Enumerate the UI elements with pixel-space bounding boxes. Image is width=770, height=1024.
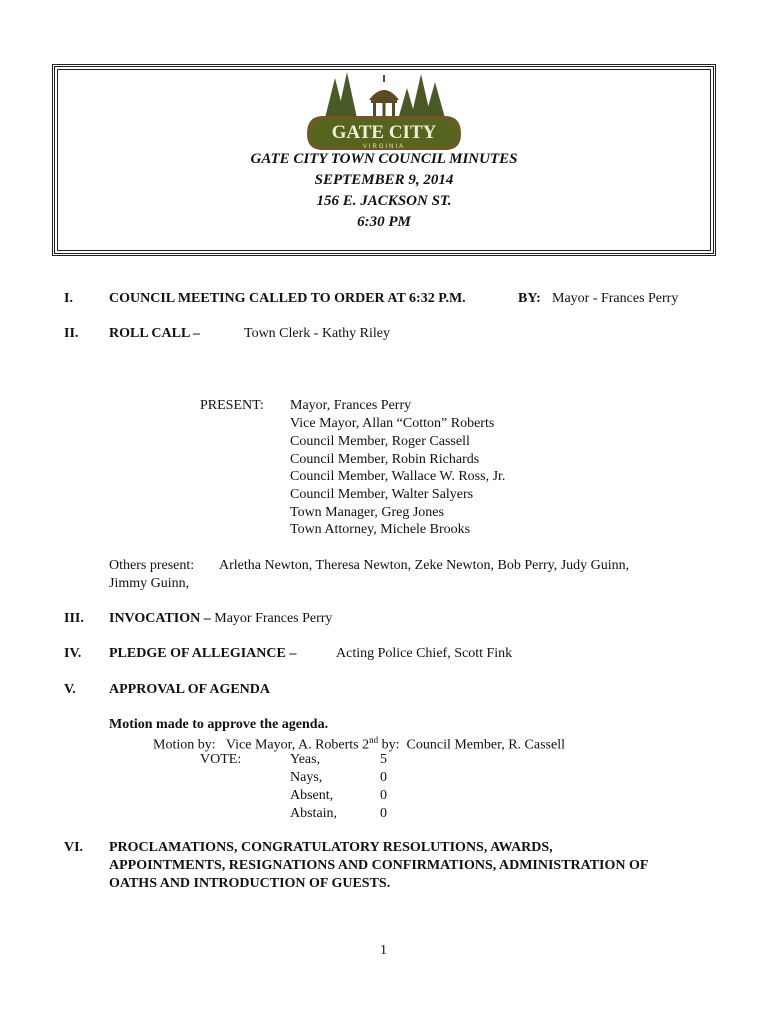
section-3-value: Mayor Frances Perry [214, 611, 333, 626]
section-1-heading: COUNCIL MEETING CALLED TO ORDER AT 6:32 P.M. [109, 291, 466, 306]
meeting-address: 156 E. JACKSON ST. [316, 193, 452, 209]
gate-city-logo [303, 70, 465, 152]
section-6-line: APPOINTMENTS, RESIGNATIONS AND CONFIRMATIONS, ADMINISTRATION OF [109, 858, 649, 873]
section-1-numeral: I. [64, 291, 73, 306]
present-label: PRESENT: [200, 398, 264, 413]
motion-title: Motion made to approve the agenda. [109, 717, 329, 732]
logo-text: GATE CITY [331, 122, 437, 143]
others-line-1: Arletha Newton, Theresa Newton, Zeke Newton, Bob Perry, Judy Guinn, [219, 558, 630, 573]
section-3-heading: INVOCATION – [109, 611, 211, 626]
vote-row-label: Abstain, [290, 806, 338, 821]
others-line-2: Jimmy Guinn, [109, 576, 190, 591]
present-item: Council Member, Robin Richards [290, 452, 480, 467]
present-item: Vice Mayor, Allan “Cotton” Roberts [290, 416, 495, 431]
present-item: Town Manager, Greg Jones [290, 505, 444, 520]
section-3-line [109, 611, 332, 627]
motion-second-value: Council Member, R. Cassell [406, 737, 565, 753]
present-item: Council Member, Walter Salyers [290, 487, 474, 502]
section-2-heading: ROLL CALL – [109, 326, 201, 341]
vote-row-label: Absent, [290, 788, 334, 803]
page-number: 1 [380, 943, 387, 958]
section-1-by-value: Mayor - Frances Perry [552, 291, 679, 306]
vote-row-label: Yeas, [290, 752, 321, 767]
vote-label: VOTE: [200, 752, 242, 767]
motion-line [153, 735, 565, 754]
motion-second-label: by: [381, 737, 400, 753]
meeting-date: SEPTEMBER 9, 2014 [314, 172, 454, 188]
vote-row-count: 0 [380, 788, 387, 803]
section-5-numeral: V. [64, 682, 76, 697]
section-4-numeral: IV. [64, 646, 82, 661]
vote-row-count: 5 [380, 752, 387, 767]
others-label: Others present: [109, 558, 195, 573]
section-1-by-label: BY: [518, 291, 541, 306]
motion-second-sup: nd [369, 735, 379, 745]
vote-row-label: Nays, [290, 770, 323, 785]
section-5-heading: APPROVAL OF AGENDA [109, 682, 271, 697]
vote-row-count: 0 [380, 806, 387, 821]
section-2-numeral: II. [64, 326, 79, 341]
section-2-value: Town Clerk - Kathy Riley [244, 326, 390, 341]
section-4-heading: PLEDGE OF ALLEGIANCE – [109, 646, 297, 661]
section-6-numeral: VI. [64, 840, 84, 855]
motion-by-label: Motion by: [153, 737, 216, 753]
vote-row-count: 0 [380, 770, 387, 785]
section-6-line: PROCLAMATIONS, CONGRATULATORY RESOLUTIONS, AWARDS, [109, 840, 553, 855]
document-title: GATE CITY TOWN COUNCIL MINUTES [250, 151, 518, 167]
present-item: Town Attorney, Michele Brooks [290, 522, 471, 537]
present-item: Mayor, Frances Perry [290, 398, 412, 413]
motion-by-value: Vice Mayor, A. Roberts 2 [225, 737, 370, 753]
logo-subtext: VIRGINIA [362, 144, 406, 150]
present-item: Council Member, Wallace W. Ross, Jr. [290, 469, 506, 484]
section-6-line: OATHS AND INTRODUCTION OF GUESTS. [109, 876, 391, 891]
section-3-numeral: III. [64, 611, 84, 626]
section-4-value: Acting Police Chief, Scott Fink [336, 646, 513, 661]
meeting-time: 6:30 PM [357, 214, 411, 230]
present-item: Council Member, Roger Cassell [290, 434, 470, 449]
